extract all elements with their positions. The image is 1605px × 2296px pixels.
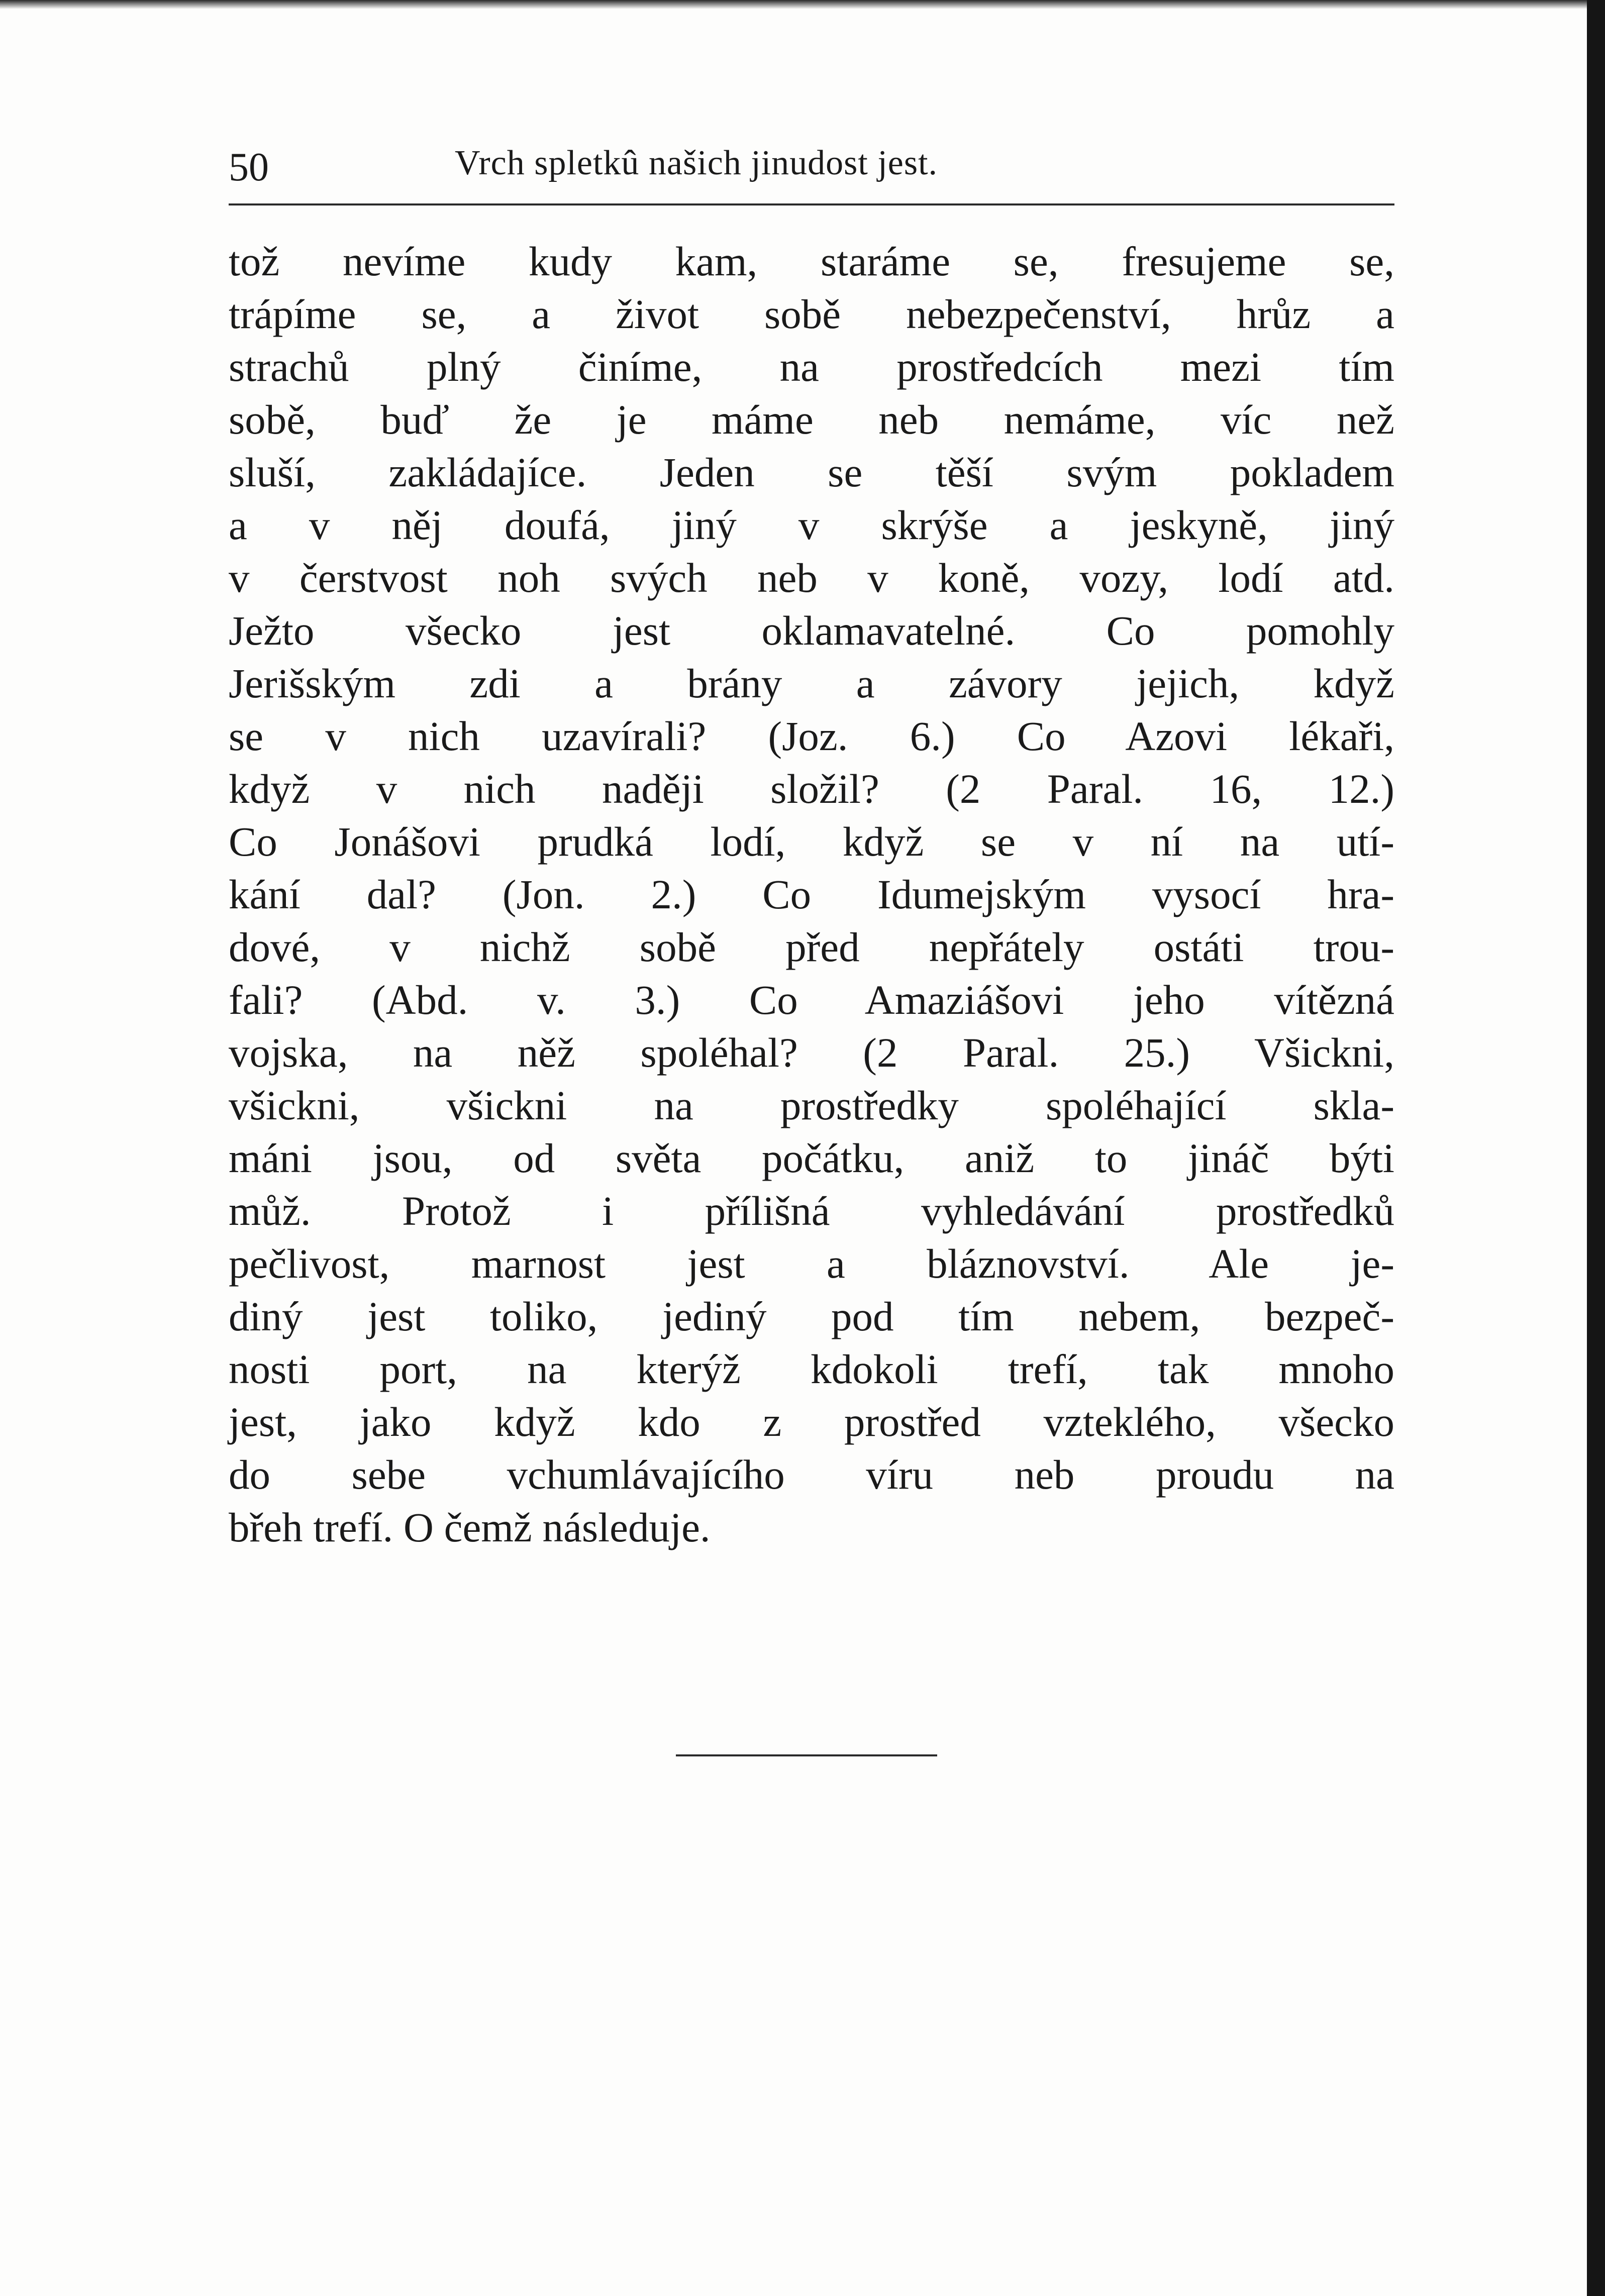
text-line: můž. Protož i přílišná vyhledávání prostředků [229, 1188, 1394, 1234]
text-line: do sebe vchumlávajícího víru neb proudu na [229, 1451, 1394, 1498]
text-line-last: břeh trefí. O čemž následuje. [229, 1504, 711, 1550]
body-text [229, 235, 1394, 1554]
text-line: sluší, zakládajíce. Jeden se těší svým pokladem [229, 449, 1394, 495]
text-line: Co Jonášovi prudká lodí, když se v ní na utí- [229, 818, 1394, 865]
page-number: 50 [229, 145, 269, 189]
text-line: diný jest toliko, jediný pod tím nebem, bezpeč- [229, 1293, 1394, 1339]
text-line: tož nevíme kudy kam, staráme se, fresujeme se, [229, 238, 1394, 284]
text-line: fali? (Abd. v. 3.) Co Amaziášovi jeho vítězná [229, 977, 1394, 1023]
text-line: strachů plný činíme, na prostředcích mezi tím [229, 344, 1394, 390]
text-line: když v nich naději složil? (2 Paral. 16, 12.) [229, 766, 1394, 812]
text-line: pečlivost, marnost jest a bláznovství. Ale je- [229, 1240, 1394, 1287]
text-line: Jerišským zdi a brány a závory jejich, když [229, 660, 1394, 706]
text-line: dové, v nichž sobě před nepřátely ostáti trou- [229, 924, 1394, 970]
text-line: vojska, na něž spoléhal? (2 Paral. 25.) Všickni, [229, 1029, 1394, 1076]
running-title: Vrch spletkû našich jinudost jest. [455, 144, 938, 182]
text-line: trápíme se, a život sobě nebezpečenství, hrůz a [229, 291, 1394, 337]
scan-edge-top [0, 0, 1605, 9]
text-line: nosti port, na kterýž kdokoli trefí, tak mnoho [229, 1346, 1394, 1392]
text-line: všickni, všickni na prostředky spoléhající skla- [229, 1082, 1394, 1128]
text-line: máni jsou, od světa počátku, aniž to jináč býti [229, 1135, 1394, 1181]
text-line: se v nich uzavírali? (Joz. 6.) Co Azovi lékaři, [229, 713, 1394, 759]
section-end-rule [676, 1754, 937, 1756]
text-line: jest, jako když kdo z prostřed vzteklého, všecko [229, 1399, 1394, 1445]
header-rule [229, 203, 1394, 205]
text-line: kání dal? (Jon. 2.) Co Idumejským vysocí hra- [229, 871, 1394, 917]
text-line: sobě, buď že je máme neb nemáme, víc než [229, 396, 1394, 443]
scan-edge-right [1587, 0, 1605, 2296]
text-line: Ježto všecko jest oklamavatelné. Co pomohly [229, 607, 1394, 654]
page-header [229, 133, 1394, 198]
text-line: v čerstvost noh svých neb v koně, vozy, lodí atd. [229, 555, 1394, 601]
text-line: a v něj doufá, jiný v skrýše a jeskyně, jiný [229, 502, 1394, 548]
